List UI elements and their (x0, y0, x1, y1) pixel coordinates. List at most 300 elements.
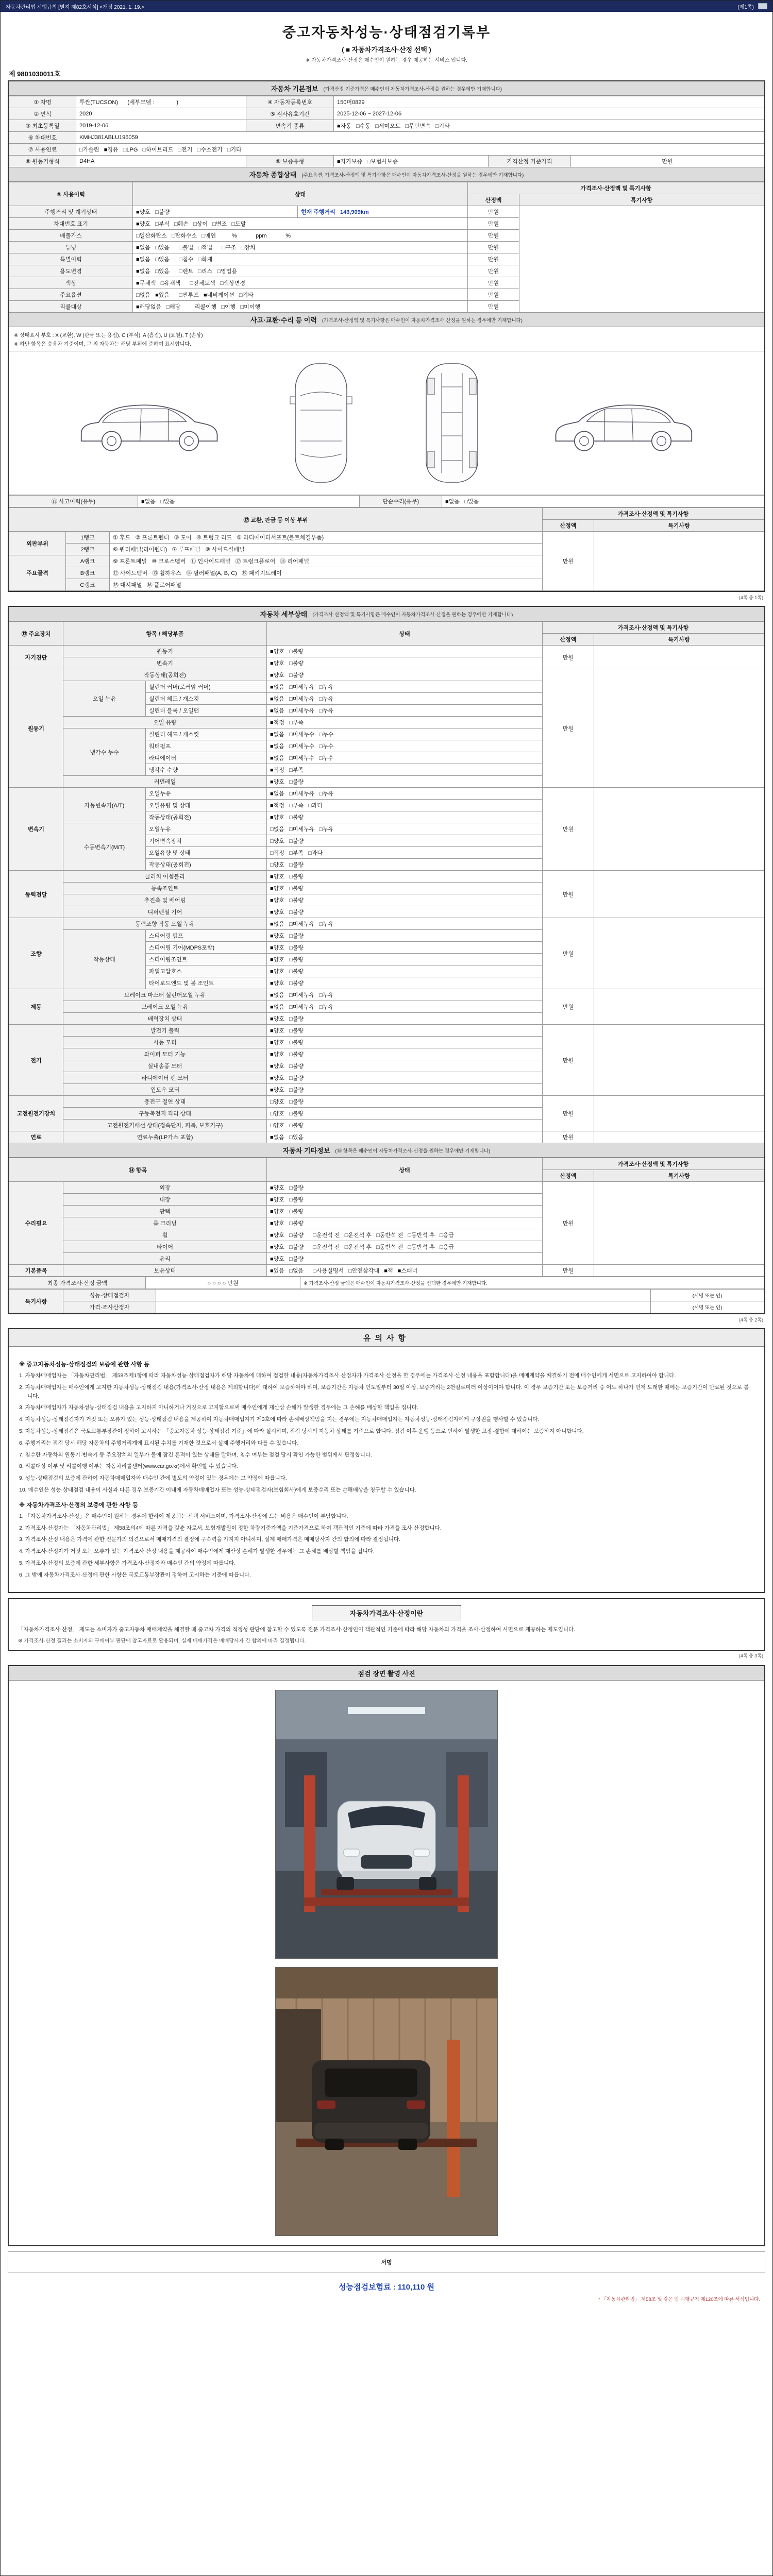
text-line: 3. 가격조사·산정 내용은 가격에 관한 전문가의 의견으로서 매매가격의 결정에 구속력을 가지지 아니하며, 실제 매매가격은 매매당사자 간의 합의에 따라 결정됩니다. (19, 1536, 401, 1543)
checkbox-group[interactable]: ■없음 □미세누유 □누유 (267, 788, 543, 800)
service-note: ※ 자동차가격조사·산정은 매수인이 원하는 경우 제공하는 서비스 입니다. (305, 58, 468, 63)
car-damage-diagrams (9, 351, 764, 495)
cell: 외장 (63, 1182, 267, 1194)
cell: 성능·상태점검자 (63, 1290, 156, 1301)
price-survey-select[interactable]: ( ■ 자동차가격조사·산정 선택 ) (342, 46, 431, 54)
cell: ⑥ 쿼터패널(리어펜더) ⑦ 루프패널 ⑧ 사이드실패널 (110, 544, 543, 555)
cell: 자기진단 (9, 646, 63, 669)
section-accident-note: (가격조사·산정액 및 특기사항은 매수인이 자동차가격조사·산정을 원하는 경우에만 기재합니다) (322, 317, 523, 324)
remarks-cell (594, 989, 764, 1025)
header-cell: 가격조사·산정액 및 특기사항 (542, 622, 764, 634)
remarks-cell (594, 532, 764, 591)
text-line: 5. 가격조사·산정의 보증에 관한 세부사항은 가격조사·산정자와 매수인 간의 약정에 따릅니다. (19, 1560, 236, 1566)
checkbox-group[interactable]: ■양호 □불량 □운전석 전 □운전석 후 □동반석 전 □동반석 후 □응급 (267, 1229, 543, 1241)
cell: 만원 (468, 289, 519, 301)
checkbox-group[interactable]: ■양호 □불량 (267, 1194, 543, 1206)
remarks-cell (594, 871, 764, 918)
checkbox-group[interactable]: □일산화탄소 □탄화수소 □매연 % ppm % (133, 230, 468, 242)
car-diagram-side-right (547, 389, 701, 456)
cell: 스티어링조인트 (146, 954, 267, 965)
cell: 만원 (542, 669, 594, 788)
section-overall-note: (주요옵션, 가격조사·산정액 및 특기사항은 매수인이 자동차가격조사·산정을 원하는 경우에만 기재합니다) (301, 172, 524, 178)
signature-cell[interactable]: 서명 (8, 2252, 765, 2273)
topbar-left-text: 자동차관리법 시행규칙 [별지 제82호서식] <개정 2021. 1. 19.> (6, 4, 144, 10)
cell: 휠 (63, 1229, 267, 1241)
cell: 만원 (468, 218, 519, 230)
document-header (8, 16, 765, 64)
cell: 단순수리(유무) (360, 496, 442, 507)
section-etc-note: (⑭ 항목은 매수인이 자동차가격조사·산정을 원하는 경우에만 기재합니다) (335, 1148, 491, 1154)
cell: 만원 (542, 918, 594, 989)
header-cell: ⑫ 교환, 판금 등 이상 부위 (9, 508, 543, 532)
cell: 실린더 헤드 / 개스킷 (146, 728, 267, 740)
topbar-right-text: (제1쪽) (737, 4, 754, 10)
label-car-name: ① 차명 (9, 96, 76, 108)
notice-part2-list (19, 1512, 754, 1580)
remarks-cell (519, 206, 764, 313)
checkbox-group[interactable]: ■해당없음 □해당 리콜이행 □이행 □미이행 (133, 301, 468, 313)
cell: 동력전달 (9, 871, 63, 918)
cell: 유리 (63, 1253, 267, 1265)
checkbox-group[interactable]: ■양호 □불량 (267, 1217, 543, 1229)
cell: 주행거리 및 계기상태 (9, 206, 133, 218)
header-cell: ⑭ 항목 (9, 1158, 267, 1182)
photo-wrap (9, 1681, 764, 2245)
cell: 오일누유 (146, 788, 267, 800)
page-mark-1: (4쪽 중 1쪽) (738, 595, 763, 600)
document-title: 중고자동차성능·상태점검기록부 (282, 25, 491, 40)
checkbox-group[interactable]: ■없음 □미세누유 □누유 (267, 705, 543, 717)
notice-card (8, 1328, 765, 1593)
pricing-info-note: ※ 가격조사·산정 결과는 소비자의 구매여부 판단에 참고자료로 활용되며, 실제 매매가격은 매매당사자 간 합의에 따라 결정됩니다. (18, 1638, 306, 1645)
cell: 스티어링 펌프 (146, 930, 267, 942)
etc-info-table (9, 1158, 764, 1277)
cell: 오일유량 및 상태 (146, 800, 267, 811)
document-number: 제 9801030011호 (9, 70, 61, 78)
label-vin: ⑥ 차대번호 (9, 132, 76, 144)
section-accident-title: 사고·교환·수리 등 이력 (250, 316, 317, 324)
cell: 실린더 커버(로커암 커버) (146, 681, 267, 693)
checkbox-group[interactable]: ■양호 □불량 (267, 965, 543, 977)
checkbox-group[interactable]: ■적정 □부족 (267, 717, 543, 728)
cell: 원동기 (9, 669, 63, 788)
cell: C랭크 (66, 579, 110, 591)
text-line: 9. 성능·상태점검의 보증에 관하여 자동차매매업자와 매수인 간에 별도의 약정이 있는 경우에는 그 약정에 따릅니다. (19, 1475, 287, 1482)
cell: 원동기 (63, 646, 267, 657)
checkbox-group[interactable]: ■양호 □불량 □운전석 전 □운전석 후 □동반석 전 □동반석 후 □응급 (267, 1241, 543, 1253)
cell: 만원 (542, 989, 594, 1025)
text-line: 3. 자동차매매업자가 자동차성능·상태점검 내용을 고지하지 아니하거나 거짓으로 고지함으로써 매수인에게 재산상 손해가 발생한 경우에는 그 손해를 배상할 책임을 집니다. (19, 1404, 418, 1411)
notice-part2-title: ※ 자동차가격조사·산정의 보증에 관한 사항 등 (19, 1502, 138, 1509)
checkbox-group[interactable]: ■양호 □불량 (267, 1048, 543, 1060)
label-engine-type: ⑧ 원동기형식 (9, 156, 76, 167)
section-overall-title: 자동차 종합상태 (249, 171, 297, 179)
cell: 실린더 헤드 / 개스킷 (146, 693, 267, 705)
remarks-cell (594, 788, 764, 871)
cell: 작동상태 (63, 930, 146, 989)
cell: 변속기 (9, 788, 63, 871)
inspector-table (9, 1289, 764, 1313)
checkbox-group[interactable]: □양호 □불량 (267, 1108, 543, 1120)
header-cell: 상태 (267, 622, 543, 646)
cell: 배력장치 상태 (63, 1013, 267, 1025)
cell: 용도변경 (9, 265, 133, 277)
simple-repair-checkboxes[interactable]: ■없음 □있음 (442, 496, 764, 507)
checkbox-group[interactable]: ■양호 □불량 (267, 1025, 543, 1037)
checkbox-group[interactable]: ■양호 □불량 (267, 977, 543, 989)
checkbox-group[interactable]: ■양호 □불량 (267, 1084, 543, 1096)
checkbox-group[interactable]: ■없음 □미세누수 □누수 (267, 728, 543, 740)
checkbox-group[interactable]: ■양호 □불량 (267, 942, 543, 954)
checkbox-group[interactable]: ■양호 □불량 (267, 871, 543, 883)
cell: 전기 (9, 1025, 63, 1096)
cell: 파워고압호스 (146, 965, 267, 977)
transmission-checkboxes[interactable]: ■자동 □수동 □세미오토 □무단변속 □기타 (334, 120, 764, 132)
header-cell: 특기사항 (594, 520, 764, 532)
section-detail-note: (가격조사·산정액 및 특기사항은 매수인이 자동차가격조사·산정을 원하는 경우에만 기재합니다) (312, 612, 513, 618)
warranty-checkboxes[interactable]: ■자가보증 □보험사보증 (334, 156, 489, 167)
label-model-year: ② 연식 (9, 108, 76, 120)
cell: 배출가스 (9, 230, 133, 242)
value-vin: KMHJ381ABLU196059 (76, 132, 764, 144)
final-price-table (9, 1277, 764, 1289)
header-cell: 산정액 (542, 1170, 594, 1182)
checkbox-group[interactable]: □양호 □불량 (267, 1120, 543, 1131)
cell: 수동변속기(M/T) (63, 823, 146, 871)
checkbox-group[interactable]: ■적정 □부족 (267, 764, 543, 776)
header-cell: 산정액 (542, 634, 594, 646)
section-detail-title: 자동차 세부상태 (260, 611, 308, 618)
cell: 발전기 출력 (63, 1025, 267, 1037)
cell: 특별이력 (9, 253, 133, 265)
cell: 실내송풍 모터 (63, 1060, 267, 1072)
label-final-price: 최종 가격조사·산정 금액 (9, 1277, 146, 1289)
value-inspection-period: 2025-12-06 ~ 2027-12-06 (334, 108, 764, 120)
cell: 오일 유량 (63, 717, 267, 728)
cell: ⑫ 사이드멤버 ⑬ 휠하우스 ⑭ 필러패널(A, B, C) ⑲ 패키지트레이 (110, 567, 543, 579)
accident-flag-table (9, 495, 764, 507)
text-line: 1. 자동차매매업자는 「자동차관리법」 제58조제1항에 따라 자동차성능·상태점검자가 해당 자동차에 대하여 점검한 내용(자동차가격조사·산정자가 가격조사·산정을 한 경우에는 가격조사·산정 내용을 포함합니다)을 매매계약을 체결하기 전에 매수인에게 서면으로 고지하여야 합니다. (19, 1372, 676, 1379)
checkbox-group[interactable]: ■있음 □없음 □사용설명서 □안전삼각대 ■잭 ■스패너 (267, 1265, 543, 1277)
cell: 변속기 (63, 657, 267, 669)
checkbox-group[interactable]: ■양호 □불량 (267, 906, 543, 918)
cell: 고전원전기배선 상태(접속단자, 피복, 보호기구) (63, 1120, 267, 1131)
remarks-cell (594, 1265, 764, 1277)
cell: 오일누유 (146, 823, 267, 835)
cell: 만원 (542, 1025, 594, 1096)
value-model-year: 2020 (76, 108, 246, 120)
checkbox-group[interactable]: ■양호 □불량 (267, 930, 543, 942)
cell: 타이로드엔드 및 볼 조인트 (146, 977, 267, 989)
header-cell: 특기사항 (594, 634, 764, 646)
cell: 등속조인트 (63, 883, 267, 894)
cell: ⑨ 프론트패널 ⑩ 크로스멤버 ⑪ 인사이드패널 ⑰ 트렁크플로어 ⑱ 리어패널 (110, 555, 543, 567)
cell: 만원 (542, 1096, 594, 1131)
photos-title: 점검 장면 촬영 사진 (358, 1670, 415, 1678)
checkbox-group[interactable]: ■없음 □미세누유 □누유 (267, 918, 543, 930)
checkbox-group[interactable]: ■양호 □불량 (267, 954, 543, 965)
detail-condition-table (9, 621, 764, 1143)
photos-header (9, 1666, 764, 1681)
cell: 냉각수 수량 (146, 764, 267, 776)
cell: 오일유량 및 상태 (146, 847, 267, 859)
cell: 보유상태 (63, 1265, 267, 1277)
cell: 차대번호 표기 (9, 218, 133, 230)
accident-legend-notes (9, 327, 764, 351)
appraiser-sign-area[interactable]: (서명 또는 인) (651, 1301, 764, 1313)
checkbox-group[interactable]: ■양호 □불량 (267, 1072, 543, 1084)
cell: 2랭크 (66, 544, 110, 555)
cell: 냉각수 누수 (63, 728, 146, 776)
cell: 제동 (9, 989, 63, 1025)
cell: 조향 (9, 918, 63, 989)
checkbox-group[interactable]: ■양호 □불량 (267, 1182, 543, 1194)
cell: 연료누출(LP가스 포함) (63, 1131, 267, 1143)
cell: 추진축 및 베어링 (63, 894, 267, 906)
card-page2 (8, 606, 765, 1314)
card-page1 (8, 80, 765, 592)
section-basic-note: (가격산정 기준가격은 매수인이 자동차가격조사·산정을 원하는 경우에만 기재합니다) (323, 86, 502, 92)
top-title-bar (1, 1, 772, 12)
checkbox-group[interactable]: □양호 □불량 (267, 835, 543, 847)
cell: 연료 (9, 1131, 63, 1143)
label-transmission: 변속기 종류 (246, 120, 334, 132)
section-accident-header (9, 313, 764, 327)
remarks-cell (594, 646, 764, 669)
remarks-cell (594, 1131, 764, 1143)
cell: 스티어링 기어(MDPS포함) (146, 942, 267, 954)
checkbox-group[interactable]: ■없음 □있음 □불법 □적법 □구조 □장치 (133, 242, 468, 253)
cell: 만원 (542, 1265, 594, 1277)
insurance-fee-line (8, 2281, 765, 2292)
cell: 동력조향 작동 오일 누유 (63, 918, 267, 930)
section-overall-header (9, 167, 764, 182)
label-base-price: 가격산정 기준가격 (489, 156, 571, 167)
remarks-cell (594, 1182, 764, 1265)
pricing-info-box (8, 1598, 765, 1652)
checkbox-group[interactable]: ■없음 □미세누수 □누수 (267, 752, 543, 764)
label-reg-no: ④ 자동차등록번호 (246, 96, 334, 108)
cell: 만원 (468, 277, 519, 289)
cell: 만원 (542, 532, 594, 591)
section-basic-header (9, 81, 764, 96)
remarks-cell (594, 1096, 764, 1131)
insurance-fee-value: 110,110 원 (397, 2283, 434, 2292)
cell: 만원 (542, 871, 594, 918)
checkbox-group[interactable]: □없음 □미세누유 □누유 (267, 823, 543, 835)
checkbox-group[interactable]: ■양호 □불량 (267, 883, 543, 894)
checkbox-group[interactable]: ■양호 □불량 (267, 1037, 543, 1048)
value-engine-type: D4HA (76, 156, 246, 167)
signature-table (8, 2251, 765, 2273)
cell: 작동상태(공회전) (146, 859, 267, 871)
cell: 와이퍼 모터 기능 (63, 1048, 267, 1060)
checkbox-group[interactable]: ■양호 □불량 (267, 1060, 543, 1072)
cell: ⑪ 사고이력(유무) (9, 496, 138, 507)
checkbox-group[interactable]: ■양호 □불량 (267, 776, 543, 788)
cell: 디퍼렌셜 기어 (63, 906, 267, 918)
section-detail-header (9, 607, 764, 621)
notice-part1-list (19, 1371, 754, 1495)
header-cell: 산정액 (542, 520, 594, 532)
checkbox-group[interactable]: ■양호 □불량 (267, 646, 543, 657)
cell: 주요골격 (9, 555, 66, 591)
value-final-price: ○ ○ ○ ○ 만원 (146, 1277, 300, 1289)
header-cell: 가격조사·산정액 및 특기사항 (542, 1158, 764, 1170)
appraiser-name-field (156, 1301, 651, 1313)
header-cell: ⑨ 사용이력 (9, 182, 133, 206)
cell: 만원 (468, 301, 519, 313)
text-line: 4. 가격조사·산정자가 거짓 또는 오류가 있는 가격조사·산정 내용을 제공하여 매수인에게 재산상 손해가 발생한 경우에는 그 손해를 배상할 책임을 집니다. (19, 1548, 375, 1555)
document-content (1, 12, 772, 2326)
car-diagram-top (285, 359, 357, 487)
header-cell: 가격조사·산정액 및 특기사항 (468, 182, 764, 194)
text-line: ※ 상태표시 부호 : X (교환), W (판금 또는 용접), C (부식), A (흠집), U (요철), T (손상) (14, 333, 203, 338)
header-cell: 산정액 (468, 194, 519, 206)
cell: 만원 (542, 646, 594, 669)
section-basic-title: 자동차 기본정보 (271, 85, 318, 93)
checkbox-group[interactable]: ■양호 □불량 (267, 657, 543, 669)
remarks-cell (594, 669, 764, 788)
checkbox-group[interactable]: □없음 ■있음 □썬루프 ■네비게이션 □기타 (133, 289, 468, 301)
cell: 만원 (542, 1182, 594, 1265)
label-first-registration: ③ 최초등록일 (9, 120, 76, 132)
checkbox-group[interactable]: ■양호 □부식 □훼손 □상이 □변조 □도말 (133, 218, 468, 230)
checkbox-group[interactable]: ■양호 □불량 (267, 811, 543, 823)
cell: 광택 (63, 1206, 267, 1217)
cell: 만원 (468, 242, 519, 253)
cell: 구동축전지 격리 상태 (63, 1108, 267, 1120)
checkbox-group[interactable]: ■없음 □미세누유 □누유 (267, 681, 543, 693)
checkbox-group[interactable]: ■없음 □있음 □침수 □화재 (133, 253, 468, 265)
topbar-corner-mark (758, 3, 767, 9)
checkbox-group[interactable]: ■양호 □불량 (267, 894, 543, 906)
header-cell: 가격조사·산정액 및 특기사항 (542, 508, 764, 520)
value-base-price: 만원 (571, 156, 764, 167)
notice-part1-title: ※ 중고자동차성능·상태점검의 보증에 관한 사항 등 (19, 1362, 150, 1368)
header-cell: 상태 (267, 1158, 543, 1182)
checkbox-group[interactable]: □적정 □부족 □과다 (267, 847, 543, 859)
checkbox-group[interactable]: ■없음 □있음 □렌트 □리스 □영업용 (133, 265, 468, 277)
cell: ① 후드 ② 프론트펜더 ③ 도어 ④ 트렁크 리드 ⑤ 라디에이터서포트(볼트체결부품) (110, 532, 543, 544)
cell: B랭크 (66, 567, 110, 579)
label-inspection-period: ⑤ 검사유효기간 (246, 108, 334, 120)
text-line: 2. 가격조사·산정자는 「자동차관리법」 제58조의4에 따른 자격을 갖춘 자로서, 보험개발원이 정한 차량기준가액을 기준가격으로 하여 객관적인 기준에 따라 가격을 조사·산정합니다. (19, 1524, 442, 1531)
cell: ⑮ 대시패널 ⑯ 플로어패널 (110, 579, 543, 591)
page-mark-2: (4쪽 중 2쪽) (738, 1317, 763, 1323)
header-cell: 특기사항 (519, 194, 764, 206)
cell: A랭크 (66, 555, 110, 567)
cell: 라디에이터 (146, 752, 267, 764)
cell: 만원 (542, 788, 594, 871)
header-cell: 상태 (133, 182, 468, 206)
cell: 시동 모터 (63, 1037, 267, 1048)
value-reg-no: 150머0829 (334, 96, 764, 108)
inspection-photo-front (275, 1690, 498, 1959)
current-mileage: 현재 주행거리 143,909km (298, 206, 468, 218)
cell: 만원 (468, 206, 519, 218)
text-line: 1. 「자동차가격조사·산정」은 매수인이 원하는 경우에 한하여 제공되는 선택 서비스이며, 가격조사·산정에 드는 비용은 매수인이 부담합니다. (19, 1513, 348, 1519)
remarks-cell (594, 918, 764, 989)
cell: 충전구 절연 상태 (63, 1096, 267, 1108)
text-line: 7. 침수란 자동차의 원동기·변속기 등 주요장치의 일부가 물에 잠긴 흔적이 있는 상태를 말하며, 침수 여부는 점검 당시 확인 가능한 범위에서 판정합니다. (19, 1451, 373, 1458)
accident-history-checkboxes[interactable]: ■없음 □있음 (138, 496, 360, 507)
text-line: 2. 자동차매매업자는 매수인에게 고지한 자동차성능·상태점검 내용(가격조사·산정 내용은 제외합니다)에 대하여 보증하여야 하며, 보증기간은 자동차 인도일부터 30일 이상, 보증거리는 2천킬로미터 이상이어야 합니다. 이 경우 보증기간 또는 보증거리 중 어느 하나가 먼저 도래한 때에는 보증기간이 만료된 것으로 봅니다. (19, 1384, 749, 1399)
cell: 수리필요 (9, 1182, 63, 1265)
checkbox-group[interactable]: ■없음 □미세누유 □누유 (267, 693, 543, 705)
cell: 1랭크 (66, 532, 110, 544)
text-line: 4. 자동차성능·상태점검자가 거짓 또는 오류가 있는 성능·상태점검 내용을 제공하여 자동차매매업자가 제3호에 따라 손해배상책임을 지는 경우에는 자동차매매업자는 자동차성능·상태점검자에게 구상권을 행사할 수 있습니다. (19, 1416, 540, 1423)
checkbox-group[interactable]: ■없음 □미세누유 □누유 (267, 989, 543, 1001)
cell: 색상 (9, 277, 133, 289)
notice-body (9, 1347, 764, 1592)
cell: 자동변속기(A/T) (63, 788, 146, 823)
inspector-name-field (156, 1290, 651, 1301)
cell: 주요옵션 (9, 289, 133, 301)
cell: 만원 (542, 1131, 594, 1143)
cell: 기어변속장치 (146, 835, 267, 847)
car-diagram-underbody (416, 359, 488, 487)
cell: 내장 (63, 1194, 267, 1206)
checkbox-group[interactable]: ■양호 □불량 (267, 1013, 543, 1025)
cell: 리콜대상 (9, 301, 133, 313)
checkbox-group[interactable]: ■양호 □불량 (267, 669, 543, 681)
inspector-sign-area[interactable]: (서명 또는 인) (651, 1290, 764, 1301)
checkbox-group[interactable]: ■양호 □불량 (133, 206, 298, 218)
cell: 만원 (468, 230, 519, 242)
checkbox-group[interactable]: ■없음 □미세누유 □누유 (267, 1001, 543, 1013)
cell: ※ 가격조사·산정 금액은 매수인이 자동차가격조사·산정을 선택한 경우에만 기재합니다. (300, 1277, 764, 1289)
fuel-checkboxes[interactable]: □가솔린 ■경유 □LPG □하이브리드 □전기 □수소전기 □기타 (76, 144, 764, 156)
legal-footnote: * 「자동차관리법」 제58조 및 같은 법 시행규칙 제120조에 따른 서식입니다. (598, 2297, 760, 2303)
label-warranty-type: ⑨ 보증유형 (246, 156, 334, 167)
cell: 라디에이터 팬 모터 (63, 1072, 267, 1084)
cell: 클러치 어셈블리 (63, 871, 267, 883)
section-etc-header (9, 1143, 764, 1158)
inspection-photo-rear (275, 1967, 498, 2236)
checkbox-group[interactable]: ■적정 □부족 □과다 (267, 800, 543, 811)
text-line: 8. 리콜대상 여부 및 리콜이행 여부는 자동차리콜센터(www.car.go.kr)에서 확인할 수 있습니다. (19, 1463, 238, 1470)
notice-title: 유의사항 (9, 1329, 764, 1347)
cell: 워터펌프 (146, 740, 267, 752)
text-line: 6. 주행거리는 점검 당시 해당 자동차의 주행거리계에 표시된 수치를 기재한 것으로서 실제 주행거리와 다를 수 있습니다. (19, 1439, 299, 1446)
checkbox-group[interactable]: ■무채색 □유채색 □전체도색 □색상변경 (133, 277, 468, 289)
label-fuel: ⑦ 사용연료 (9, 144, 76, 156)
remarks-cell (594, 1025, 764, 1096)
checkbox-group[interactable]: ■양호 □불량 (267, 1253, 543, 1265)
cell: 룸 크리닝 (63, 1217, 267, 1229)
section-etc-title: 자동차 기타정보 (282, 1147, 330, 1155)
cell: 브레이크 마스터 실린더오일 누유 (63, 989, 267, 1001)
accident-parts-table (9, 507, 764, 591)
cell: 고전원전기장치 (9, 1096, 63, 1131)
checkbox-group[interactable]: ■없음 □있음 (267, 1131, 543, 1143)
text-line: 5. 자동차성능·상태점검은 국토교통부장관이 정하여 고시하는 「중고자동차 성능·상태점검 기준」에 따라 실시하며, 점검 당시의 자동차 상태를 기준으로 합니다. 점검 이후 운행 등으로 인하여 발생한 고장·결함에 대하여는 보증하지 아니합니다. (19, 1428, 584, 1434)
checkbox-group[interactable]: ■양호 □불량 (267, 1206, 543, 1217)
checkbox-group[interactable]: ■없음 □미세누수 □누수 (267, 740, 543, 752)
header-cell: ⑬ 주요장치 (9, 622, 63, 646)
text-line: 6. 그 밖에 자동차가격조사·산정에 관한 사항은 국토교통부장관이 정하여 고시하는 기준에 따릅니다. (19, 1571, 251, 1578)
insurance-fee-label: 성능점검보험료 : (339, 2283, 396, 2292)
page-mark-3: (4쪽 중 3쪽) (738, 1653, 763, 1659)
cell: 외판부위 (9, 532, 66, 555)
cell: 튜닝 (9, 242, 133, 253)
checkbox-group[interactable]: □양호 □불량 (267, 859, 543, 871)
cell: 만원 (468, 253, 519, 265)
cell: 만원 (468, 265, 519, 277)
basic-info-table (9, 96, 764, 167)
checkbox-group[interactable]: □양호 □불량 (267, 1096, 543, 1108)
